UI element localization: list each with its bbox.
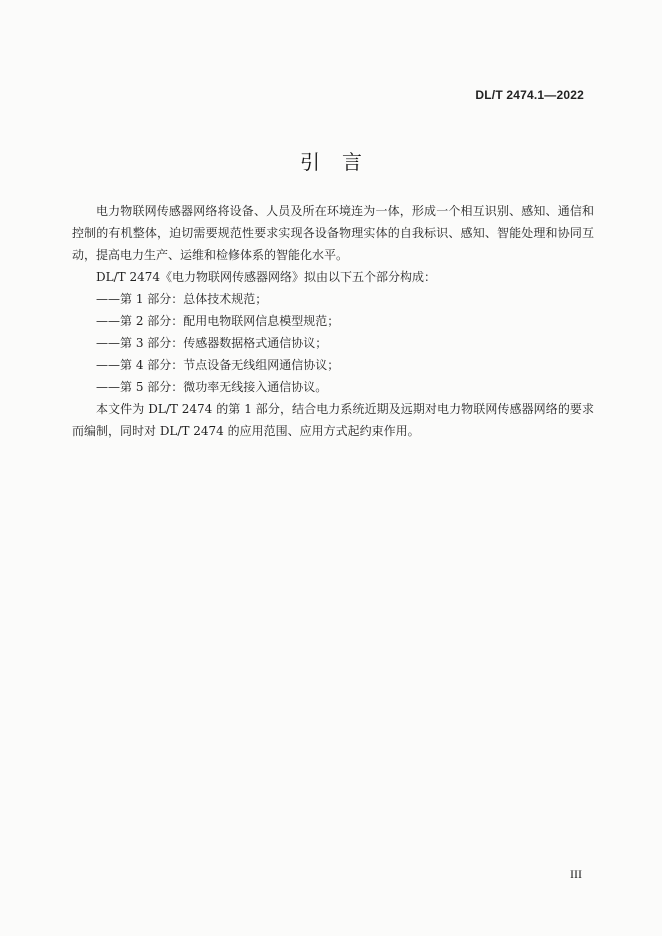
document-code: DL/T 2474.1—2022 [475, 88, 584, 102]
scope-paragraph: 本文件为 DL/T 2474 的第 1 部分，结合电力系统近期及远期对电力物联网传感器网络的要求而编制，同时对 DL/T 2474 的应用范围、应用方式起约束作用。 [72, 402, 594, 438]
parts-list [72, 288, 594, 398]
list-item: ——第 2 部分：配用电物联网信息模型规范； [96, 314, 340, 328]
page-number: III [570, 867, 582, 881]
section-title: 引言 [300, 150, 384, 174]
intro-paragraph: 电力物联网传感器网络将设备、人员及所在环境连为一体，形成一个相互识别、感知、通信和控制的有机整体，迫切需要规范性要求实现各设备物理实体的自我标识、感知、智能处理和协同互动，提高电力生产、运维和检修体系的智能化水平。 [72, 204, 594, 262]
list-item: ——第 1 部分：总体技术规范； [96, 292, 268, 306]
list-item: ——第 5 部分：微功率无线接入通信协议。 [96, 380, 328, 394]
structure-paragraph: DL/T 2474《电力物联网传感器网络》拟由以下五个部分构成： [96, 270, 436, 284]
document-body [72, 200, 594, 442]
list-item: ——第 3 部分：传感器数据格式通信协议； [96, 336, 328, 350]
list-item: ——第 4 部分：节点设备无线组网通信协议； [96, 358, 340, 372]
